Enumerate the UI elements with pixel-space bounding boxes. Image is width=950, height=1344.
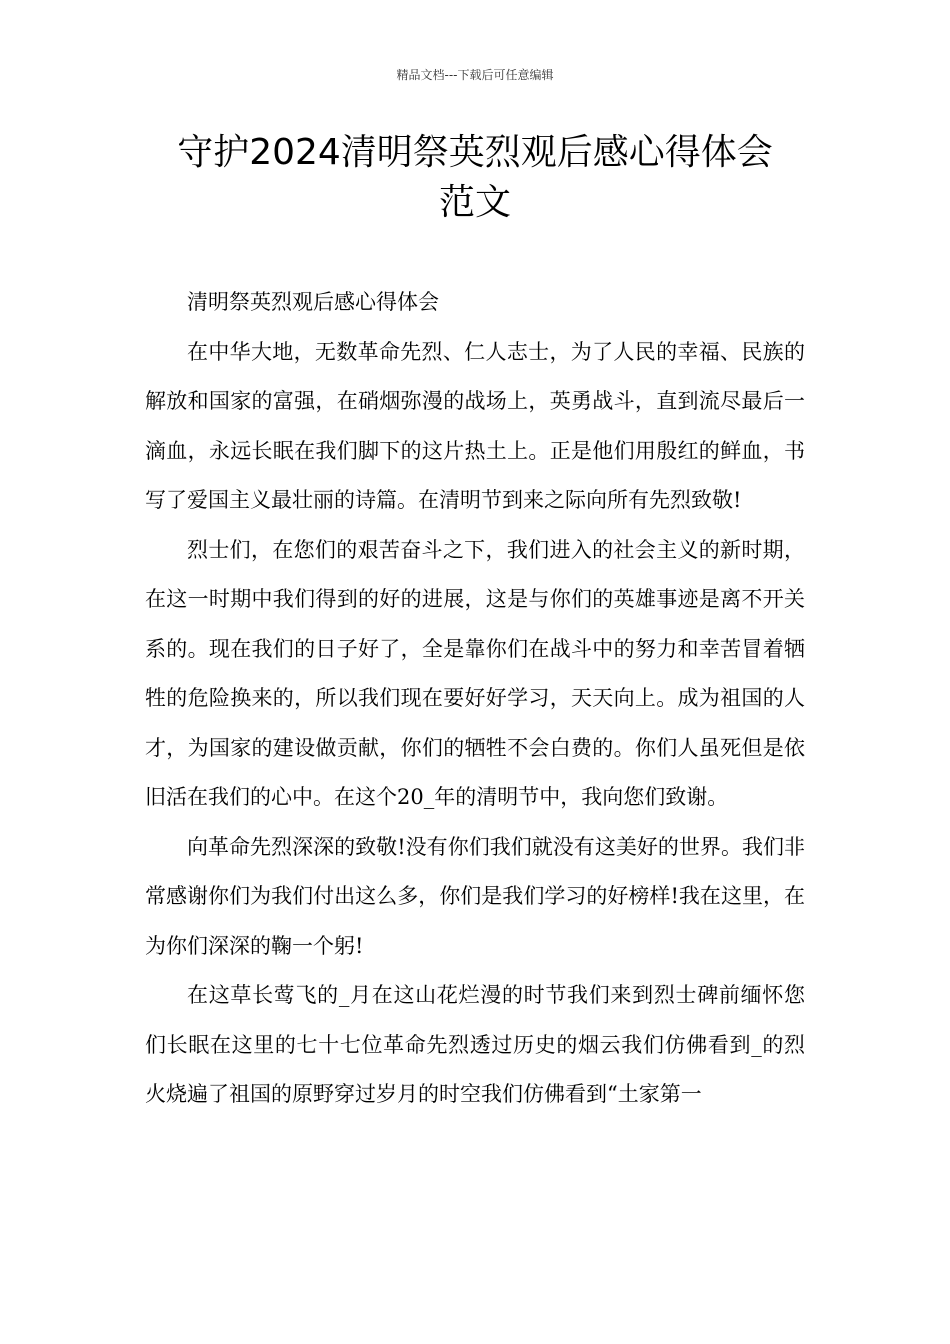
paragraph-subtitle: 清明祭英烈观后感心得体会 (187, 290, 439, 314)
paragraph: 烈士们，在您们的艰苦奋斗之下，我们进入的社会主义的新时期，在这一时期中我们得到的好的进展，这是与你们的英雄事迹是离不开关系的。现在我们的日子好了，全是靠你们在战斗中的努力和幸苦冒着牺牲的危险换来的，所以我们现在要好好学习，天天向上。成为祖国的人才，为国家的建设做贡献，你们的牺牲不会白费的。你们人虽死但是依旧活在我们的心中。在这个20_年的清明节中，我向您们致谢。 (145, 537, 805, 809)
document-body (145, 278, 805, 1120)
paragraph: 在这草长莺飞的_月在这山花烂漫的时节我们来到烈士碑前缅怀您们长眠在这里的七十七位革命先烈透过历史的烟云我们仿佛看到_的烈火烧遍了祖国的原野穿过岁月的时空我们仿佛看到“土家第一 (145, 983, 805, 1106)
document-title (120, 128, 830, 228)
header-note: 精品文档---下载后可任意编辑 (396, 68, 554, 82)
title-line-1: 守护2024清明祭英烈观后感心得体会 (177, 132, 773, 173)
paragraph: 向革命先烈深深的致敬!没有你们我们就没有这美好的世界。我们非常感谢你们为我们付出这么多，你们是我们学习的好榜样!我在这里，在为你们深深的鞠一个躬! (145, 834, 805, 958)
title-line-2: 范文 (438, 182, 511, 223)
paragraph: 在中华大地，无数革命先烈、仁人志士，为了人民的幸福、民族的解放和国家的富强，在硝烟弥漫的战场上，英勇战斗，直到流尽最后一滴血，永远长眠在我们脚下的这片热土上。正是他们用殷红的鲜血，书写了爱国主义最壮丽的诗篇。在清明节到来之际向所有先烈致敬! (145, 339, 805, 512)
